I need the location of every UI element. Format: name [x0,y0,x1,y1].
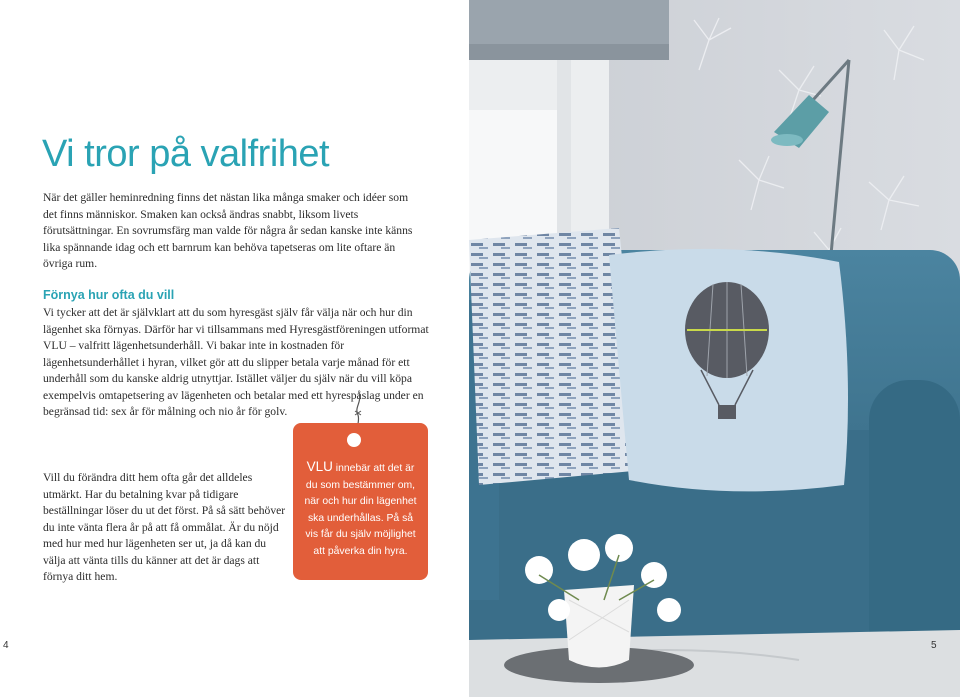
page-number-left: 4 [3,640,9,651]
tag-hole [347,433,361,447]
balloon-cushion [609,249,848,492]
left-page [0,0,469,697]
section-subheading: Förnya hur ofta du vill [43,288,175,302]
living-room-photo [469,0,960,697]
tag-text [301,459,420,560]
tag-strong-label: VLU [306,459,333,474]
coffee-table [469,630,960,697]
tag-body: innebär att det är du som bestämmer om, när och hur din lägenhet ska underhållas. På så vis får du själv möjlighet att påverka din hyra. [304,463,417,557]
closing-paragraph: Vill du förändra ditt hem ofta går det alldeles utmärkt. Har du betalning kvar på tidigare beställningar löser du ut det först. På så sätt behöver du inte vänta flera år på att få ommålat. Är du nöjd med hur med hur lägenheten ser ut, ja då kan du välja att vänta tills du känner att det är dags att förnya ditt hem. [43,471,286,583]
right-page-photo [469,0,960,697]
page-number-right: 5 [931,640,937,651]
page-title: Vi tror på valfrihet [42,133,330,175]
intro-paragraph: När det gäller heminredning finns det nästan lika många smaker och idéer som det finns människor. Smaken kan också ändras snabbt, liksom livets förutsättningar. En sovrumsfärg man valde för några år sedan kanske inte känns lika spännande idag och ett barnrum kan behöva tapetseras om lite oftare än övriga rum. [43,191,413,270]
body-paragraph: Vi tycker att det är självklart att du som hyresgäst själv får välja när och hur din lägenhet ska förnyas. Därför har vi tillsammans med Hyresgästföreningen utformat VLU – valfritt lägenhetsunderhåll. Vi bakar inte in kostnaden för lägenhetsunderhållet i hyran, vilket gör att du slipper betala varje månad för ett underhåll som du kanske aldrig utnyttjar. Istället väljer du själv när du vill köpa exempelvis omtapetsering av lägenheten och betalar med ett hyrespåslag under en begränsad tid: sex år för målning och nio år för golv. [43,306,429,418]
blind-bottom [469,44,669,60]
vlu-info-tag [293,423,428,580]
